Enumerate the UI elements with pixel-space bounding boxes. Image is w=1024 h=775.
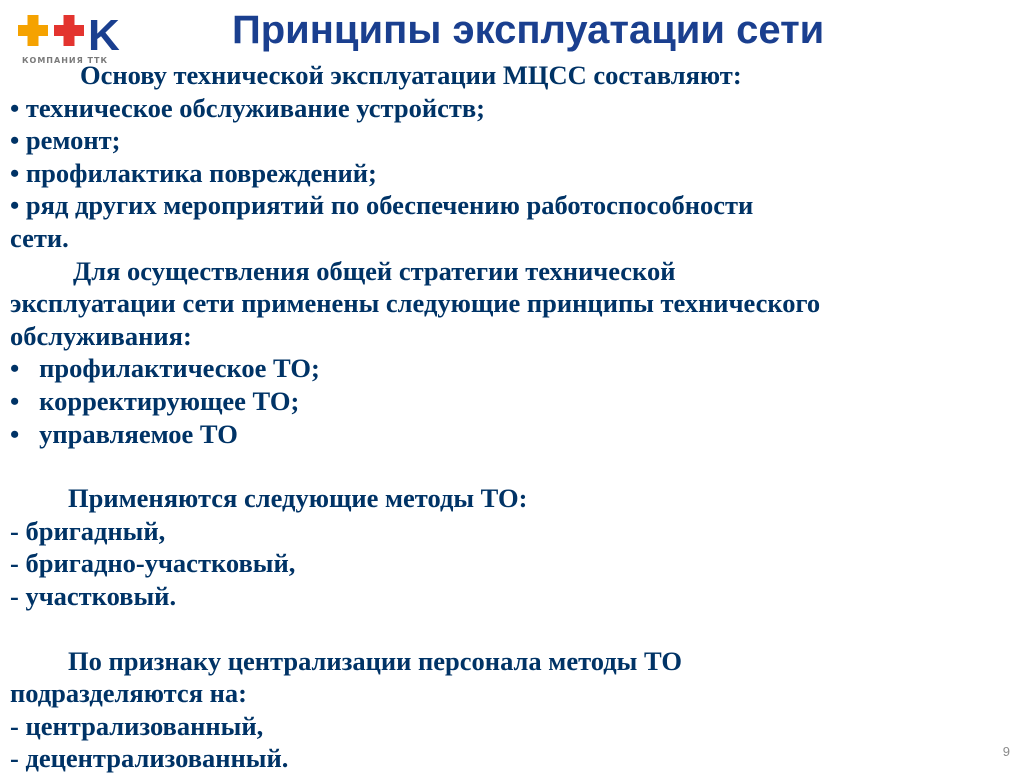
list-item: - участковый. — [10, 580, 177, 611]
paragraph-line: обслуживания: — [10, 320, 192, 351]
list-item: • ремонт; — [10, 125, 121, 156]
list-item: - децентрализованный. — [10, 743, 289, 774]
bullet-icon: • — [10, 190, 20, 221]
intro-text: Основу технической эксплуатации МЦСС составляют: — [80, 60, 742, 90]
bullet-icon: • — [10, 385, 20, 416]
list-item: • профилактическое ТО; — [10, 353, 320, 384]
list-item: • профилактика повреждений; — [10, 157, 377, 188]
logo-company-text: КОМПАНИЯ ТТК — [22, 56, 108, 65]
list-item: - централизованный, — [10, 710, 264, 741]
list-item: • управляемое ТО — [10, 418, 238, 449]
bullet-icon: • — [10, 92, 20, 123]
list-item: • техническое обслуживание устройств; — [10, 92, 485, 123]
bullet-icon: • — [10, 418, 20, 449]
paragraph-line: подразделяются на: — [10, 678, 247, 709]
bullet-icon: • — [10, 125, 20, 156]
list-item: - бригадно-участковый, — [10, 548, 296, 579]
paragraph-line: эксплуатации сети применены следующие принципы технического — [10, 288, 821, 319]
page-number: 9 — [1002, 744, 1010, 759]
bullet-icon: • — [10, 157, 20, 188]
paragraph-gap — [10, 613, 1014, 645]
slide-body — [10, 59, 1014, 775]
list-item: - бригадный, — [10, 515, 166, 546]
paragraph-line: По признаку централизации персонала методы ТО — [68, 645, 682, 676]
slide-title: Принципы эксплуатации сети — [232, 8, 825, 52]
bullet-icon: • — [10, 353, 20, 384]
list-item: • корректирующее ТО; — [10, 385, 300, 416]
paragraph-gap — [10, 450, 1014, 482]
list-item: • ряд других мероприятий по обеспечению работоспособности — [10, 190, 754, 221]
paragraph-line: Применяются следующие методы ТО: — [68, 483, 528, 514]
list-item-continuation: сети. — [10, 222, 69, 253]
svg-text:K: K — [88, 11, 120, 60]
paragraph-line: Для осуществления общей стратегии технической — [73, 255, 676, 286]
